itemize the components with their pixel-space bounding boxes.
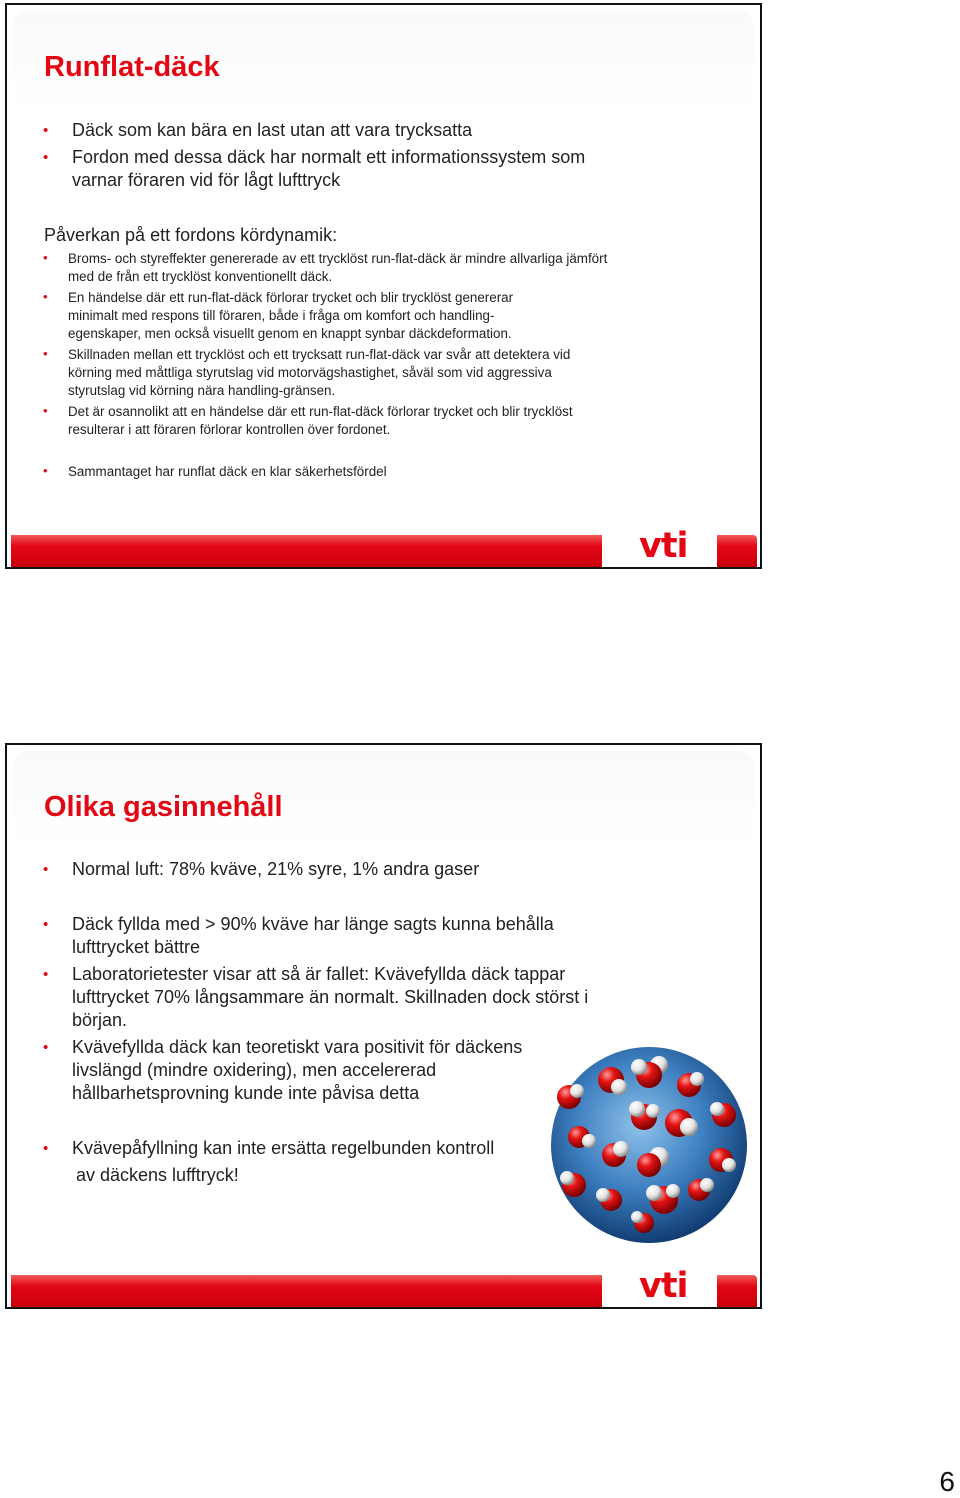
list-item: • Kvävepåfyllning kan inte ersätta regelbunden kontroll xyxy=(43,1138,495,1158)
list-item: • Kvävefyllda däck kan teoretiskt vara positivit för däckens livslängd (mindre oxidering), men accelererad hållbarhetsprovning kunde inte påvisa detta xyxy=(43,1037,523,1103)
slide-runflat xyxy=(5,3,762,569)
intro-list xyxy=(7,119,617,192)
list-item: • Laboratorietester visar att så är fallet: Kvävefyllda däck tappar lufttrycket 70% långsammare än normalt. Skillnaden dock störst i början. xyxy=(43,964,589,1030)
list-item: • Fordon med dessa däck har normalt ett informationssystem som varnar föraren vid för lågt lufttryck xyxy=(43,147,586,190)
slide-title: Olika gasinnehåll xyxy=(44,791,283,823)
subheading: Påverkan på ett fordons kördynamik: xyxy=(44,225,338,245)
list-item: • Sammantaget har runflat däck en klar säkerhetsfördel xyxy=(43,463,387,479)
vti-logo: vti xyxy=(639,526,688,566)
gas-list xyxy=(7,858,621,1187)
bullet-icon: • xyxy=(43,403,48,418)
list-item: • Däck som kan bära en last utan att vara trycksatta xyxy=(43,120,473,140)
bullet-icon: • xyxy=(43,861,49,878)
list-item-continued: av däckens lufftryck! xyxy=(76,1165,239,1185)
bullet-icon: • xyxy=(43,463,48,478)
slide-gas-content xyxy=(5,743,762,1309)
summary-list xyxy=(7,463,608,481)
list-item: • Normal luft: 78% kväve, 21% syre, 1% andra gaser xyxy=(43,859,480,879)
footer-bar xyxy=(11,535,602,567)
list-item: • En händelse där ett run-flat-däck förlorar trycket och blir trycklöst genererar minimalt med respons till föraren, både i fråga om komfort och handling-egenskaper, men också visuellt genom en knappt synbar däckdeformation. xyxy=(43,289,514,341)
footer-bar xyxy=(11,1275,602,1307)
bullet-icon: • xyxy=(43,1140,49,1157)
list-item: • Däck fyllda med > 90% kväve har länge sagts kunna behålla lufttrycket bättre xyxy=(43,914,554,957)
list-item: • Det är osannolikt att en händelse där ett run-flat-däck förlorar trycket och blir trycklöst resulterar i att föraren förlorar kontrollen över fordonet. xyxy=(43,403,573,437)
list-item: • Broms- och styreffekter genererade av ett trycklöst run-flat-däck är mindre allvarliga jämfört med de från ett trycklöst konventionellt däck. xyxy=(43,250,608,284)
bullet-icon: • xyxy=(43,1039,49,1056)
bullet-icon: • xyxy=(43,122,49,139)
bullet-icon: • xyxy=(43,916,49,933)
bullet-icon: • xyxy=(43,346,48,361)
footer-bar-end xyxy=(717,1275,757,1307)
slide-title: Runflat-däck xyxy=(44,51,220,83)
list-item: • Skillnaden mellan ett trycklöst och ett trycksatt run-flat-däck var svår att detektera vid körning med måttliga styrutslag vid motorvägshastighet, såväl som vid aggressiva styrutslag vid körning nära handling-gränsen. xyxy=(43,346,571,398)
vti-logo: vti xyxy=(639,1266,688,1306)
bullet-icon: • xyxy=(43,966,49,983)
bullet-icon: • xyxy=(43,250,48,265)
bullet-icon: • xyxy=(43,289,48,304)
bullet-icon: • xyxy=(43,149,49,166)
detail-list xyxy=(7,250,608,439)
page-number: 6 xyxy=(939,1466,955,1497)
molecules-icon xyxy=(549,1045,749,1245)
footer-bar-end xyxy=(717,535,757,567)
